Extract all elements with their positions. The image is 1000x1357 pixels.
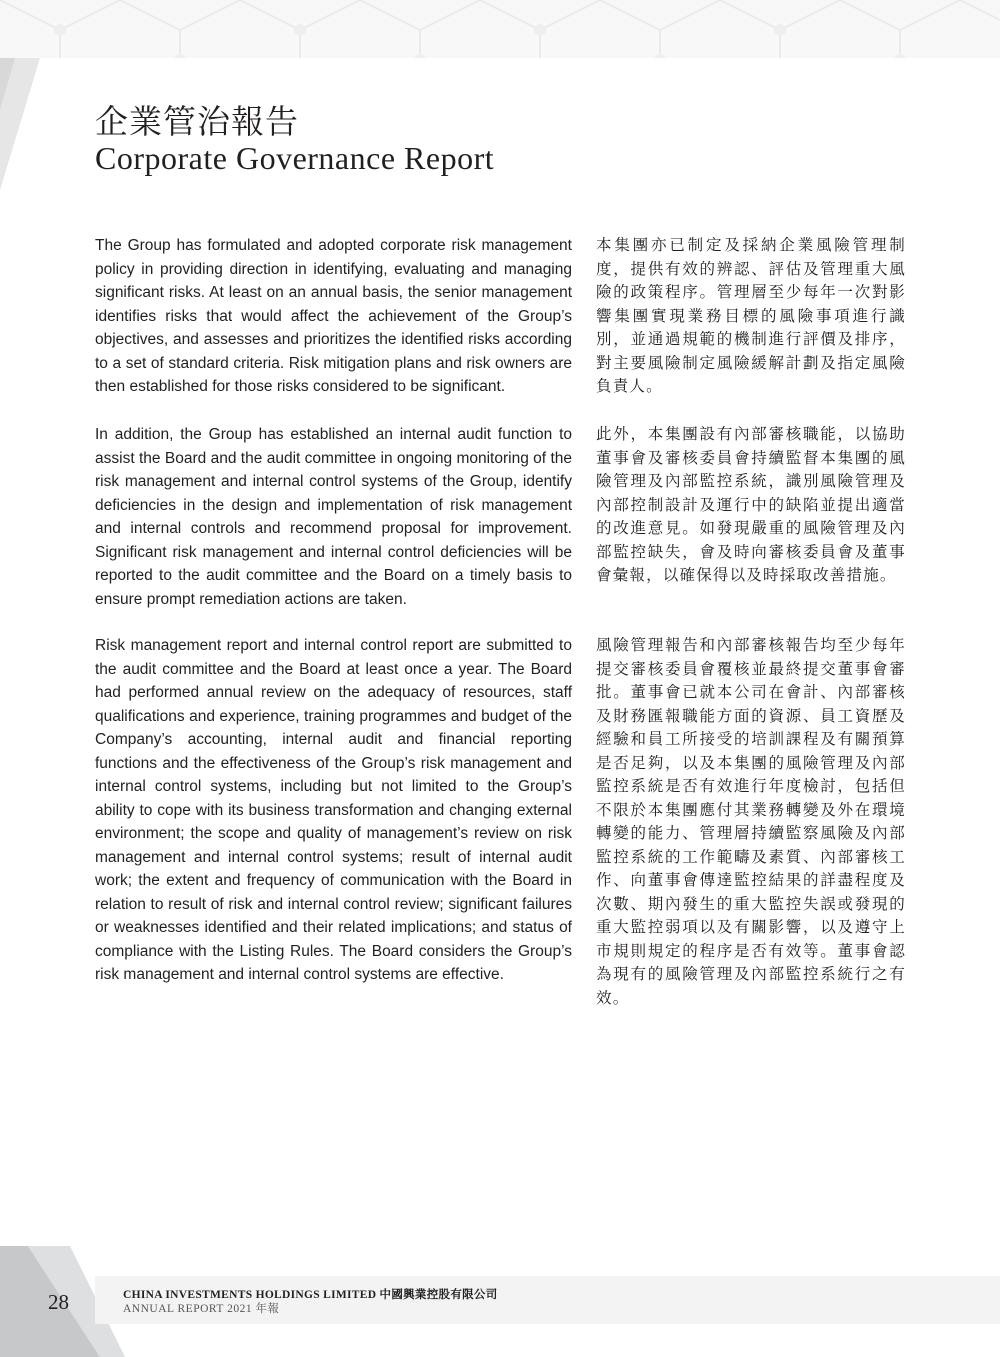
page-title-english: Corporate Governance Report [95,140,495,176]
paragraph-en-annual-review: Risk management report and internal control report are submitted to the audit committee and the Board at least once a year. The Board had performed annual review on the adequacy of resources, staff qualifications and experience, training programmes and budget of the Company’s accounting, internal audit and financial reporting functions and the effectiveness of the Group’s risk management and internal control systems, including but not limited to the Group’s ability to cope with its business transformation and changing external environment; the scope and quality of management’s review on risk management and internal control systems; result of internal audit work; the extent and frequency of communication with the Board in relation to result of risk and internal control review; significant failures or weaknesses identified and their related implications; and status of compliance with the Listing Rules. The Board considers the Group’s risk management and internal control systems are effective. [95,637,572,983]
page-number: 28 [48,1290,69,1314]
paragraph-en-internal-audit: In addition, the Group has established an internal audit function to assist the Board and the audit committee in ongoing monitoring of the risk management and internal control systems of the Group, identify deficiencies in the design and implementation of risk management and internal controls and recommend proposal for improvement. Significant risk management and internal control deficiencies will be reported to the audit committee and the Board on a timely basis to ensure prompt remediation actions are taken. [95,426,572,608]
paragraph-en-risk-policy: The Group has formulated and adopted corporate risk management policy in providing direction in identifying, evaluating and managing significant risks. At least on an annual basis, the senior management identifies risks that would affect the achievement of the Group’s objectives, and assesses and prioritizes the identified risks according to a set of standard criteria. Risk mitigation plans and risk owners are then established for those risks considered to be significant. [95,237,572,395]
footer-company-name: CHINA INVESTMENTS HOLDINGS LIMITED 中國興業控股有限公司 [123,1289,498,1301]
paragraph-zh-internal-audit: 此外，本集團設有內部審核職能，以協助董事會及審核委員會持續監督本集團的風險管理及內部監控系統，識別風險管理及內部控制設計及運行中的缺陷並提出適當的改進意見。如發現嚴重的風險管理及內部監控缺失，會及時向審核委員會及董事會彙報，以確保得以及時採取改善措施。 [596,425,906,584]
paragraph-zh-annual-review: 風險管理報告和內部審核報告均至少每年提交審核委員會覆核並最終提交董事會審批。董事會已就本公司在會計、內部審核及財務匯報職能方面的資源、員工資歷及經驗和員工所接受的培訓課程及有關預算是否足夠，以及本集團的風險管理及內部監控系統是否有效進行年度檢討，包括但不限於本集團應付其業務轉變及外在環境轉變的能力、管理層持續監察風險及內部監控系統的工作範疇及素質、內部審核工作、向董事會傳達監控結果的詳盡程度及次數、期內發生的重大監控失誤或發現的重大監控弱項以及有關影響，以及遵守上市規則規定的程序是否有效等。董事會認為現有的風險管理及內部監控系統行之有效。 [596,636,906,1007]
page-title-chinese: 企業管治報告 [95,102,299,141]
paragraph-zh-risk-policy: 本集團亦已制定及採納企業風險管理制度，提供有效的辨認、評估及管理重大風險的政策程序。管理層至少每年一次對影響集團實現業務目標的風險事項進行識別，並通過規範的機制進行評價及排序，對主要風險制定風險緩解計劃及指定風險負責人。 [596,236,906,395]
footer-report-label: ANNUAL REPORT 2021 年報 [123,1303,280,1315]
